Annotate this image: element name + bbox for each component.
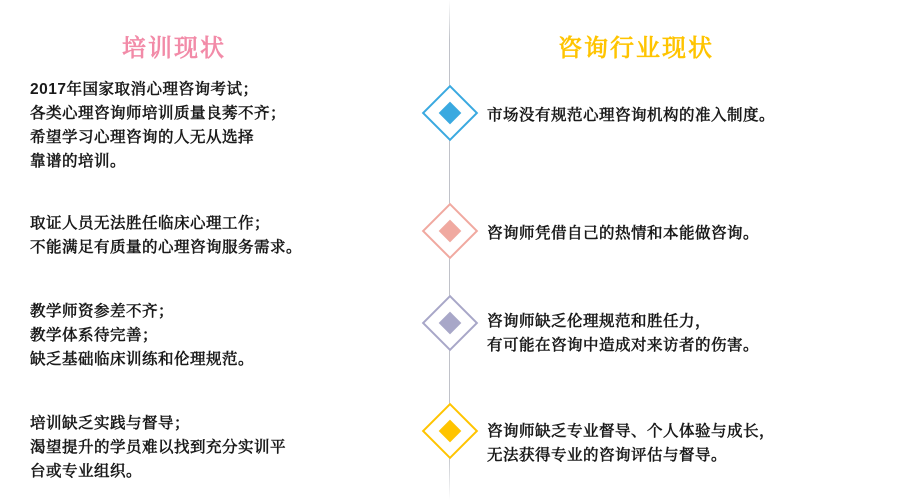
left-item-2-line-2: 不能满足有质量的心理咨询服务需求。 <box>30 239 303 256</box>
right-item-2-line-1: 咨询师凭借自己的热情和本能做咨询。 <box>487 225 760 242</box>
left-item-3 <box>30 300 425 372</box>
right-item-4-line-2: 无法获得专业的咨询评估与督导。 <box>487 447 728 464</box>
diamond-marker-1-icon <box>427 90 473 136</box>
left-item-3-line-1: 教学师资参差不齐； <box>30 303 175 320</box>
left-item-4 <box>30 412 425 484</box>
right-item-4 <box>487 420 892 468</box>
diamond-marker-4-icon <box>427 408 473 454</box>
left-item-3-line-2: 教学体系待完善； <box>30 327 159 344</box>
left-item-1-line-4: 靠谱的培训。 <box>30 153 127 170</box>
left-item-3-line-3: 缺乏基础临床训练和伦理规范。 <box>30 351 255 368</box>
right-item-2 <box>487 222 892 246</box>
right-item-4-line-1: 咨询师缺乏专业督导、个人体验与成长， <box>487 423 776 440</box>
right-item-3 <box>487 310 892 358</box>
diamond-marker-3-icon <box>427 300 473 346</box>
right-item-1-line-1: 市场没有规范心理咨询机构的准入制度。 <box>487 107 776 124</box>
right-item-3-line-2: 有可能在咨询中造成对来访者的伤害。 <box>487 337 760 354</box>
right-item-1 <box>487 104 892 128</box>
right-column-title: 咨询行业现状 <box>558 35 714 62</box>
left-item-1 <box>30 78 425 174</box>
right-item-3-line-1: 咨询师缺乏伦理规范和胜任力， <box>487 313 712 330</box>
left-item-1-line-3: 希望学习心理咨询的人无从选择 <box>30 129 255 146</box>
left-item-4-line-1: 培训缺乏实践与督导； <box>30 415 191 432</box>
left-item-2 <box>30 212 425 260</box>
left-item-1-line-1: 2017年国家取消心理咨询考试； <box>30 81 259 98</box>
left-column-title: 培训现状 <box>122 35 226 62</box>
left-item-4-line-3: 台或专业组织。 <box>30 463 143 480</box>
diamond-marker-2-icon <box>427 208 473 254</box>
left-item-4-line-2: 渴望提升的学员难以找到充分实训平 <box>30 439 287 456</box>
left-item-1-line-2: 各类心理咨询师培训质量良莠不齐； <box>30 105 287 122</box>
left-item-2-line-1: 取证人员无法胜任临床心理工作； <box>30 215 271 232</box>
